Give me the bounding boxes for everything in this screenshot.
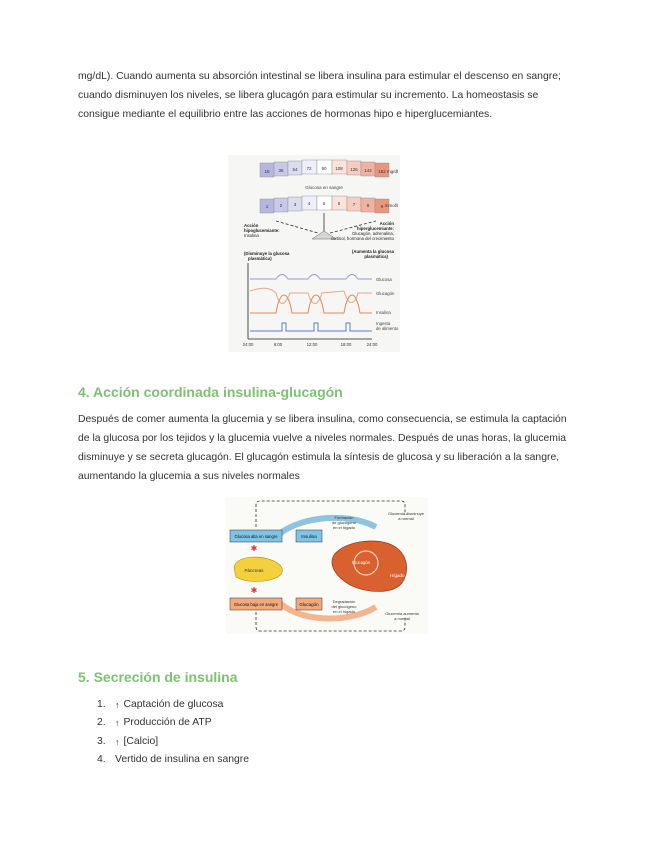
insulin-secretion-list	[78, 696, 249, 769]
svg-text:18: 18	[264, 169, 270, 174]
svg-text:6: 6	[337, 201, 341, 206]
svg-text:108: 108	[335, 166, 343, 171]
svg-text:hipoglucemiante:: hipoglucemiante:	[244, 228, 280, 233]
svg-text:Glucagón: Glucagón	[299, 602, 319, 607]
svg-text:Glucemia aumenta: Glucemia aumenta	[385, 611, 419, 616]
svg-text:hiperglucemiante:: hiperglucemiante:	[356, 226, 394, 231]
svg-text:cortisol, hormona del crecimie: cortisol, hormona del crecimiento	[330, 236, 394, 241]
svg-text:de alimento: de alimento	[376, 326, 399, 331]
svg-text:Glucagón: Glucagón	[376, 291, 395, 296]
svg-text:Degradación: Degradación	[332, 599, 356, 604]
mgdl-scale	[260, 160, 389, 177]
liver-shape	[332, 541, 407, 592]
list-item: 2. ↑ Producción de ATP	[78, 714, 249, 732]
svg-text:Hígado: Hígado	[390, 573, 405, 578]
svg-text:Glucosa alta en sangre: Glucosa alta en sangre	[234, 534, 278, 539]
svg-text:7: 7	[352, 202, 356, 207]
svg-text:(Disminuye la glucosa: (Disminuye la glucosa	[244, 251, 290, 256]
svg-text:Acción: Acción	[379, 221, 394, 226]
svg-text:✱: ✱	[250, 586, 258, 595]
svg-text:3: 3	[293, 202, 297, 207]
svg-text:126: 126	[350, 167, 358, 172]
svg-text:en el hígado: en el hígado	[332, 525, 356, 530]
svg-text:9: 9	[380, 204, 384, 209]
svg-text:de glucógeno: de glucógeno	[331, 520, 357, 525]
svg-text:Glucosa baja en sangre: Glucosa baja en sangre	[233, 602, 279, 607]
svg-text:✱: ✱	[250, 544, 258, 553]
svg-text:del glucógeno: del glucógeno	[331, 604, 357, 609]
svg-text:(Aumenta la glucosa: (Aumenta la glucosa	[351, 249, 394, 254]
section-4-heading: 4. Acción coordinada insulina-glucagón	[78, 384, 343, 400]
svg-text:90: 90	[321, 166, 327, 171]
section-5-heading: 5. Secreción de insulina	[78, 669, 238, 685]
svg-text:a normal: a normal	[398, 516, 414, 521]
svg-text:12:00: 12:00	[306, 342, 318, 347]
svg-text:162: 162	[378, 169, 386, 174]
list-item: 3. ↑ [Calcio]	[78, 733, 249, 751]
svg-text:1: 1	[265, 204, 269, 209]
svg-text:24:00: 24:00	[366, 342, 378, 347]
svg-text:24:00: 24:00	[242, 342, 254, 347]
svg-text:144: 144	[364, 168, 372, 173]
svg-text:Glucosa: Glucosa	[376, 277, 392, 282]
svg-text:2: 2	[279, 203, 283, 208]
svg-text:Páncreas: Páncreas	[244, 568, 264, 573]
mgdl-unit: mg/dl	[386, 169, 398, 174]
svg-text:36: 36	[278, 168, 284, 173]
insulin-glucagon-cycle-figure	[226, 497, 428, 634]
svg-text:4: 4	[307, 201, 311, 206]
svg-text:5: 5	[322, 201, 326, 206]
up-arrow-icon: ↑	[115, 718, 120, 729]
svg-text:Formación: Formación	[334, 515, 354, 520]
svg-text:18:00: 18:00	[340, 342, 352, 347]
svg-text:en el hígado: en el hígado	[332, 609, 356, 614]
svg-text:Ingesta: Ingesta	[376, 321, 391, 326]
list-item: 1. ↑ Captación de glucosa	[78, 696, 249, 714]
svg-text:a normal: a normal	[394, 616, 410, 621]
svg-text:54: 54	[292, 167, 298, 172]
scale-title: Glucosa en sangre	[305, 185, 343, 190]
svg-text:Glucemia disminuye: Glucemia disminuye	[387, 511, 425, 516]
svg-text:8: 8	[366, 203, 370, 208]
svg-text:plasmática): plasmática)	[364, 254, 388, 259]
mmol-scale	[260, 196, 389, 213]
svg-text:Glucagón: Glucagón	[352, 560, 370, 565]
svg-text:plasmática): plasmática)	[248, 256, 272, 261]
glucose-homeostasis-figure	[228, 155, 400, 352]
mmol-unit: mmol/l	[384, 203, 398, 208]
svg-text:Glucagón, adrenalina,: Glucagón, adrenalina,	[351, 231, 394, 236]
up-arrow-icon: ↑	[115, 700, 120, 710]
intro-paragraph: mg/dL). Cuando aumenta su absorción intestinal se libera insulina para estimular el descenso en sangre; cuando disminuyen los niveles, se libera glucagón para estimular su incremento. La homeostasis se consigue mediante el equilibrio entre las acciones de hormonas hipo e hiperglucemiantes.	[78, 71, 561, 120]
svg-text:72: 72	[306, 166, 312, 171]
up-arrow-icon: ↑	[115, 736, 120, 747]
svg-text:Acción: Acción	[244, 223, 259, 228]
svg-text:Insulina: Insulina	[301, 534, 317, 539]
svg-text:6:00: 6:00	[273, 342, 283, 347]
svg-text:Insulina: Insulina	[376, 310, 391, 315]
section-4-paragraph: Después de comer aumenta la glucemia y se libera insulina, como consecuencia, se estimula la captación de la glucosa por los tejidos y la glucemia vuelve a niveles normales. Después de unas horas, la glucemia disminuye y se secreta glucagón. El glucagón estimula la síntesis de glucosa y su liberación a la sangre, aumentando la glucemia a sus niveles normales	[78, 414, 567, 482]
list-item: 4. Vertido de insulina en sangre	[97, 753, 250, 765]
svg-text:Insulina: Insulina	[244, 233, 259, 238]
